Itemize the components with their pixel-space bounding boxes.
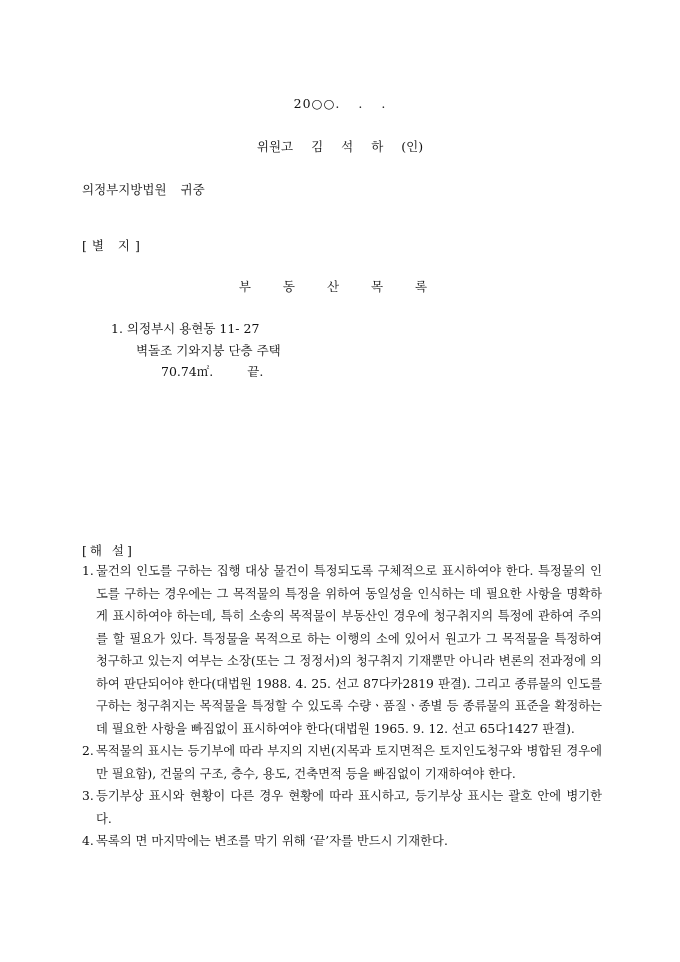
note-text: 물건의 인도를 구하는 집행 대상 물건이 특정되도록 구체적으로 표시하여야 한다. 특정물의 인도를 구하는 경우에는 그 목적물의 특정을 위하여 동일성을 인식하는 데 필요한 사항을 명확하게 표시하여야 하는데, 특히 소송의 목적물이 부동산인 경우에 청구취지의 특정에 관하여 주의를 할 필요가 있다. 특정물을 목적으로 하는 이행의 소에 있어서 원고가 그 목적물을 특정하여 청구하고 있는지 여부는 소장(또는 그 정정서)의 청구취지 기재뿐만 아니라 변론의 전과정에 의하여 판단되어야 한다(대법원 1988. 4. 25. 선고 87다카2819 판결). 그리고 종류물의 인도를 구하는 청구취지는 목적물을 특정할 수 있도록 수량ㆍ품질ㆍ종별 등 종류물의 표준을 확정하는 데 필요한 사항을 빠짐없이 표시하여야 한다(대법원 1965. 9. 12. 선고 65다1427 판결). bbox=[96, 564, 602, 736]
property-item-number: 1. bbox=[111, 321, 123, 336]
date-day-dot: . bbox=[381, 96, 387, 111]
explanation-heading: [해 설] bbox=[82, 543, 135, 558]
note-text: 목적물의 표시는 등기부에 따라 부지의 지번(지목과 토지면적은 토지인도청구와 병합된 경우에만 필요함), 건물의 구조, 층수, 용도, 건축면적 등을 빠짐없이 기재하여야 한다. bbox=[96, 744, 602, 781]
property-area-line bbox=[161, 362, 263, 380]
note-text: 등기부상 표시와 현황이 다른 경우 현황에 따라 표시하고, 등기부상 표시는 괄호 안에 병기한다. bbox=[96, 789, 602, 826]
attachment-label: [별 지] bbox=[82, 238, 145, 253]
court-addressee bbox=[82, 180, 205, 198]
property-structure: 벽돌조 기와지붕 단층 주택 bbox=[136, 343, 281, 358]
note-number: 1. bbox=[82, 564, 94, 578]
court-name: 의정부지방법원 bbox=[82, 182, 167, 197]
court-suffix: 귀중 bbox=[180, 182, 205, 197]
explanation-note bbox=[82, 740, 602, 785]
note-number: 4. bbox=[82, 834, 94, 848]
property-list-title: 부 동 산 목 록 bbox=[238, 279, 442, 294]
note-number: 3. bbox=[82, 789, 94, 803]
property-item-address bbox=[111, 319, 259, 337]
property-address: 의정부시 용현동 11- 27 bbox=[126, 321, 260, 336]
explanation-note bbox=[82, 830, 602, 853]
note-number: 2. bbox=[82, 744, 94, 758]
date-month-dot: . bbox=[358, 96, 364, 111]
document-date bbox=[0, 96, 680, 111]
explanation-notes bbox=[82, 560, 602, 853]
explanation-note bbox=[82, 785, 602, 830]
note-text: 목록의 면 마지막에는 변조를 막기 위해 ‘끝’자를 반드시 기재한다. bbox=[96, 834, 448, 848]
signer-line: 위원고 김 석 하 (인) bbox=[256, 139, 424, 154]
property-area: 70.74㎡. bbox=[161, 364, 214, 379]
explanation-note bbox=[82, 560, 602, 740]
date-year: 20○○. bbox=[293, 96, 341, 111]
end-mark: 끝. bbox=[247, 364, 264, 379]
